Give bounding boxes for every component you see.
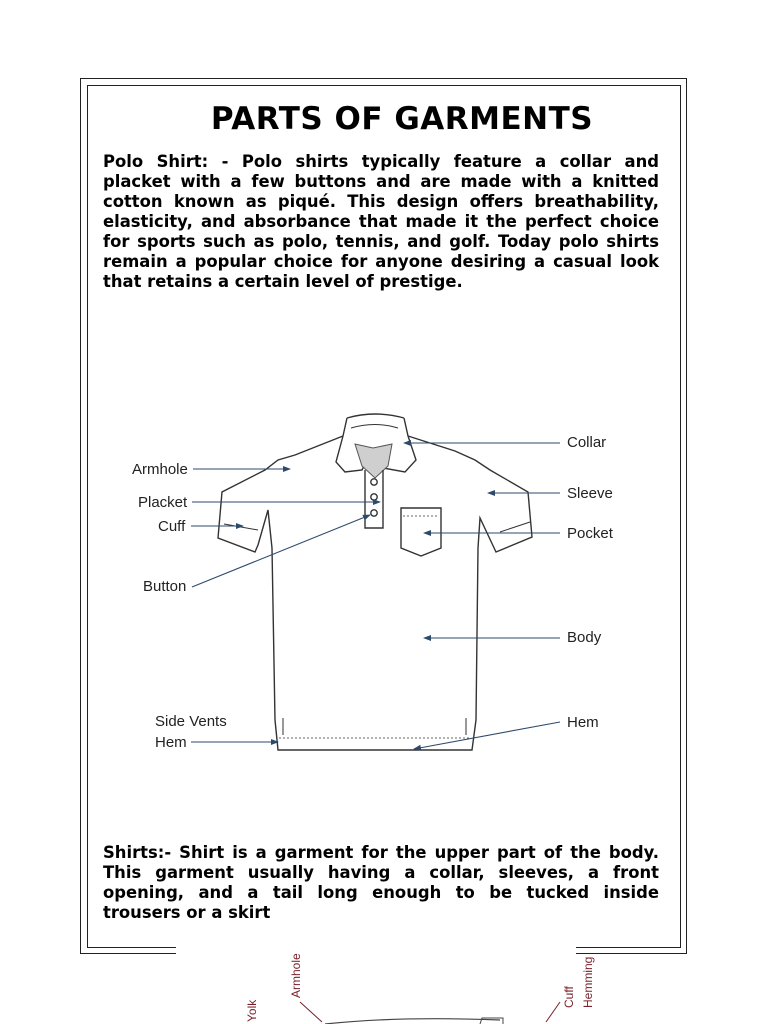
polo-shirt-paragraph: Polo Shirt: - Polo shirts typically feature a collar and placket with a few buttons and are made with a knitted cotton known as piqué. This design offers breathability, elasticity, and absorbance that made it the perfect choice for sports such as polo, tennis, and golf. Today polo shirts remain a popular choice for anyone desiring a casual look that retains a certain level of prestige. xyxy=(103,152,659,291)
yolk-label: Yolk xyxy=(245,999,259,1022)
collar-label: Collar xyxy=(567,434,607,451)
sleeve-label: Sleeve xyxy=(567,485,613,502)
pocket-label: Pocket xyxy=(567,525,613,542)
shirt-yoke-line xyxy=(325,1019,500,1024)
body-label: Body xyxy=(567,629,602,646)
button-label: Button xyxy=(143,578,187,595)
shirt-armhole-label: Armhole xyxy=(289,953,303,998)
shirt-cuff-label: Cuff xyxy=(562,986,576,1008)
callout-arrows xyxy=(191,443,560,749)
hemming-label: Hemming xyxy=(581,956,595,1008)
cuff-label: Cuff xyxy=(158,518,186,535)
hem-left-label: Hem xyxy=(155,734,187,751)
hem-right-label: Hem xyxy=(567,714,599,731)
hem-right-arrow xyxy=(414,722,560,749)
shirt-cuff-pointer xyxy=(546,1002,560,1022)
page-title: PARTS OF GARMENTS xyxy=(210,101,594,137)
shirt-diagram-partial xyxy=(176,940,595,1024)
polo-shirt-drawing xyxy=(218,414,532,750)
shirt-armhole-pointer xyxy=(300,1002,322,1022)
side-vents-label: Side Vents xyxy=(155,713,227,730)
placket-label: Placket xyxy=(138,494,188,511)
shirts-paragraph: Shirts:- Shirt is a garment for the upper part of the body. This garment usually having a collar, sleeves, a front opening, and a tail long enough to be tucked inside trousers or a skirt xyxy=(103,843,659,922)
armhole-label: Armhole xyxy=(132,461,188,478)
